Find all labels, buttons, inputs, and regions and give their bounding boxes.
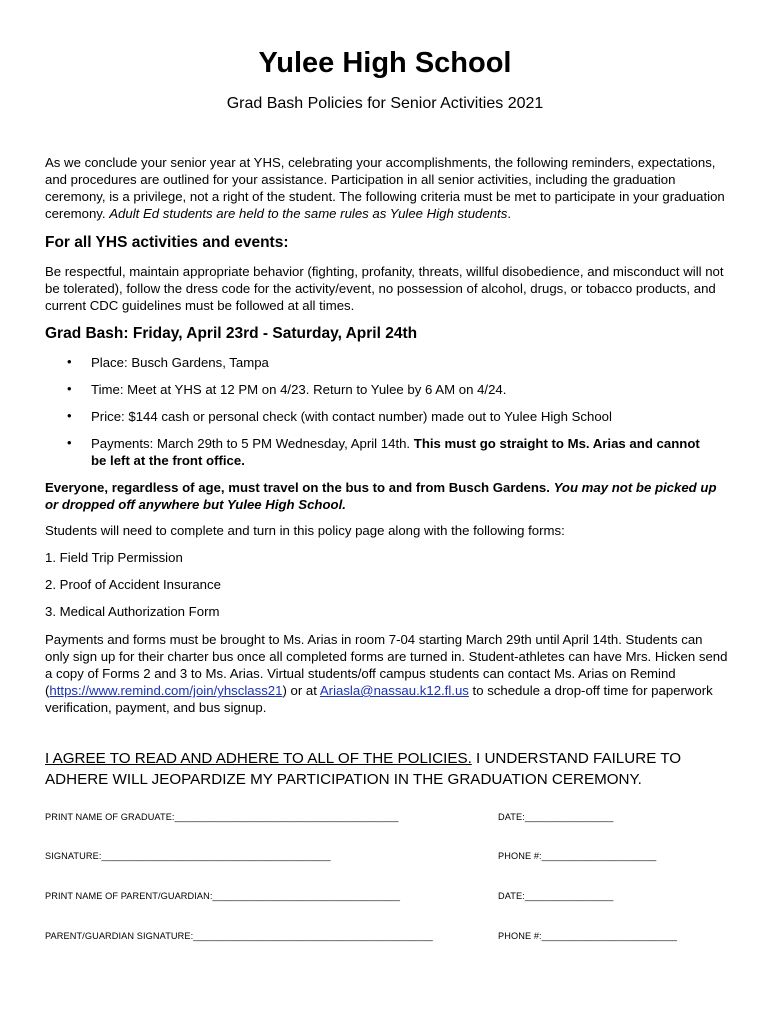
phone-line-1[interactable]: PHONE #:______________________ — [498, 851, 657, 861]
page-subtitle: Grad Bash Policies for Senior Activities 2021 — [226, 95, 544, 112]
form-item-3: 3. Medical Authorization Form — [45, 604, 220, 619]
intro-paragraph — [45, 154, 730, 222]
bullet-time — [67, 381, 707, 398]
parent-name-line[interactable]: PRINT NAME OF PARENT/GUARDIAN:____________________________________ — [45, 891, 401, 901]
bullet-text: Place: Busch Gardens, Tampa — [91, 355, 269, 370]
payments-info-text: Payments and forms must be brought to Ms. Arias in room 7-04 starting March 29th until April 14th. Students can only sign up for their charter bus once all completed forms are turned in. Student-athletes can have Mrs. Hicken send a copy of Forms 2 and 3 to Ms. Arias. Virtual students/off campus students can contact Ms. Arias on Remind ( — [45, 632, 728, 698]
parent-signature-line[interactable]: PARENT/GUARDIAN SIGNATURE:______________________________________________ — [45, 931, 433, 941]
date-line-1[interactable]: DATE:_________________ — [498, 812, 614, 822]
bullet-dot: • — [67, 354, 72, 369]
phone-line-2[interactable]: PHONE #:__________________________ — [498, 931, 678, 941]
intro-end: . — [507, 206, 511, 221]
bullet-text: Time: Meet at YHS at 12 PM on 4/23. Return to Yulee by 6 AM on 4/24. — [91, 382, 507, 397]
bullet-place — [67, 354, 707, 371]
agreement-statement — [45, 748, 735, 790]
graduate-name-line[interactable]: PRINT NAME OF GRADUATE:___________________________________________ — [45, 812, 399, 822]
remind-link[interactable]: https://www.remind.com/join/yhsclass21 — [49, 683, 283, 698]
date-line-2[interactable]: DATE:_________________ — [498, 891, 614, 901]
payments-text: Payments: March 29th to 5 PM Wednesday, April 14th. — [91, 436, 414, 451]
payments-bold: This must go straight to Ms. Arias and cannot be left at the front office. — [91, 436, 700, 468]
bullet-text: Price: $144 cash or personal check (with contact number) made out to Yulee High School — [91, 409, 612, 424]
payments-info-text: to schedule a drop-off time for paperwork verification, payment, and bus signup. — [45, 683, 713, 715]
intro-italic: Adult Ed students are held to the same rules as Yulee High students — [109, 206, 508, 221]
bullet-dot: • — [67, 408, 72, 423]
bus-bold: Everyone, regardless of age, must travel on the bus to and from Busch Gardens. — [45, 480, 554, 495]
bullet-price — [67, 408, 707, 425]
bus-paragraph — [45, 479, 730, 513]
signature-line[interactable]: SIGNATURE:____________________________________________ — [45, 851, 331, 861]
form-item-1: 1. Field Trip Permission — [45, 550, 183, 565]
activities-heading: For all YHS activities and events: — [45, 234, 289, 251]
gradbash-heading: Grad Bash: Friday, April 23rd - Saturday, April 24th — [45, 325, 418, 342]
agreement-underlined: I AGREE TO READ AND ADHERE TO ALL OF THE POLICIES. — [45, 750, 472, 767]
page-title: Yulee High School — [258, 47, 512, 79]
activities-paragraph: Be respectful, maintain appropriate behavior (fighting, profanity, threats, willful disobedience, and misconduct will not be tolerated), follow the dress code for the activity/event, no possession of alcohol, drugs, or tobacco products, and current CDC guidelines must be followed at all times. — [45, 264, 724, 313]
forms-intro: Students will need to complete and turn in this policy page along with the following forms: — [45, 523, 565, 538]
email-link[interactable]: Ariasla@nassau.k12.fl.us — [319, 683, 469, 698]
payments-paragraph — [45, 631, 730, 716]
bus-bold-italic: You may not be picked up or dropped off anywhere but Yulee High School. — [45, 480, 717, 512]
bullet-text — [91, 435, 707, 469]
payments-info-text: ) or at — [282, 683, 320, 698]
intro-text: As we conclude your senior year at YHS, celebrating your accomplishments, the following reminders, expectations, and procedures are outlined for your assistance. Participation in all senior activities, including the graduation ceremony, is a privilege, not a right of the student. The following criteria must be met to participate in your graduation ceremony. — [45, 155, 725, 221]
bullet-dot: • — [67, 381, 72, 396]
bullet-dot: • — [67, 435, 72, 450]
agreement-rest: I UNDERSTAND FAILURE TO ADHERE WILL JEOPARDIZE MY PARTICIPATION IN THE GRADUATION CEREMONY. — [45, 750, 682, 788]
form-item-2: 2. Proof of Accident Insurance — [45, 577, 221, 592]
bullet-payments — [67, 435, 707, 469]
